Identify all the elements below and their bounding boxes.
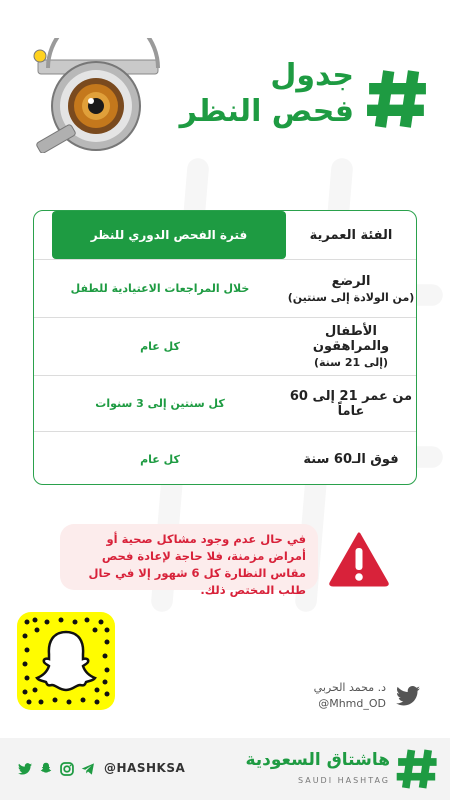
table-header-row	[34, 211, 416, 259]
footer-handle[interactable]: @HASHKSA	[104, 761, 186, 775]
brand-name-arabic: هاشتاق السعودية	[245, 750, 390, 770]
footer-bar	[0, 738, 450, 800]
snapcode-qr[interactable]	[17, 612, 115, 710]
hashtag-logo-icon	[396, 748, 438, 790]
exam-period-value: كل عام	[140, 340, 180, 353]
table-row	[34, 431, 416, 485]
header-age-group: الفئة العمرية	[309, 227, 393, 243]
age-group-label: الرضع	[331, 273, 371, 289]
exam-period-value: كل سنتين إلى 3 سنوات	[95, 397, 225, 410]
title-line-1: جدول	[270, 58, 354, 93]
author-credit	[314, 680, 420, 712]
age-group-sublabel: (إلى 21 سنة)	[313, 356, 389, 369]
title-line-2: فحص النظر	[179, 94, 354, 129]
author-name: د. محمد الحربي	[313, 681, 386, 694]
social-icons	[18, 761, 95, 775]
brand-name-english: SAUDI HASHTAG	[298, 776, 390, 785]
warning-icon	[328, 531, 390, 587]
exam-period-value: كل عام	[140, 452, 180, 466]
instagram-icon[interactable]	[60, 761, 74, 775]
twitter-icon[interactable]	[18, 761, 32, 775]
hashtag-logo-icon	[366, 68, 428, 130]
telegram-icon[interactable]	[81, 761, 95, 775]
author-handle[interactable]: @Mhmd_OD	[318, 697, 386, 710]
age-group-sublabel: (من الولادة إلى سنتين)	[287, 290, 415, 304]
eye-exam-schedule-table	[33, 210, 417, 485]
snapchat-icon[interactable]	[39, 761, 53, 775]
twitter-icon	[396, 686, 420, 706]
exam-period-value: خلال المراجعات الاعتيادية للطفل	[70, 282, 250, 295]
warning-message: في حال عدم وجود مشاكل صحية أو أمراض مزمنة، فلا حاجة لإعادة فحص مقاس النظارة كل 6 شهور إلا في حال طلب المختص ذلك.	[60, 524, 318, 590]
age-group-label: الأطفال والمراهقون	[312, 324, 390, 354]
table-row	[34, 317, 416, 375]
table-row	[34, 259, 416, 317]
table-row	[34, 375, 416, 431]
page-title	[180, 58, 354, 130]
header-exam-period: فترة الفحص الدوري للنظر	[52, 211, 286, 259]
age-group-label: من عمر 21 إلى 60 عاماً	[289, 388, 413, 419]
age-group-label: فوق الـ60 سنة	[303, 451, 399, 467]
eye-exam-instrument-illustration	[18, 38, 168, 153]
